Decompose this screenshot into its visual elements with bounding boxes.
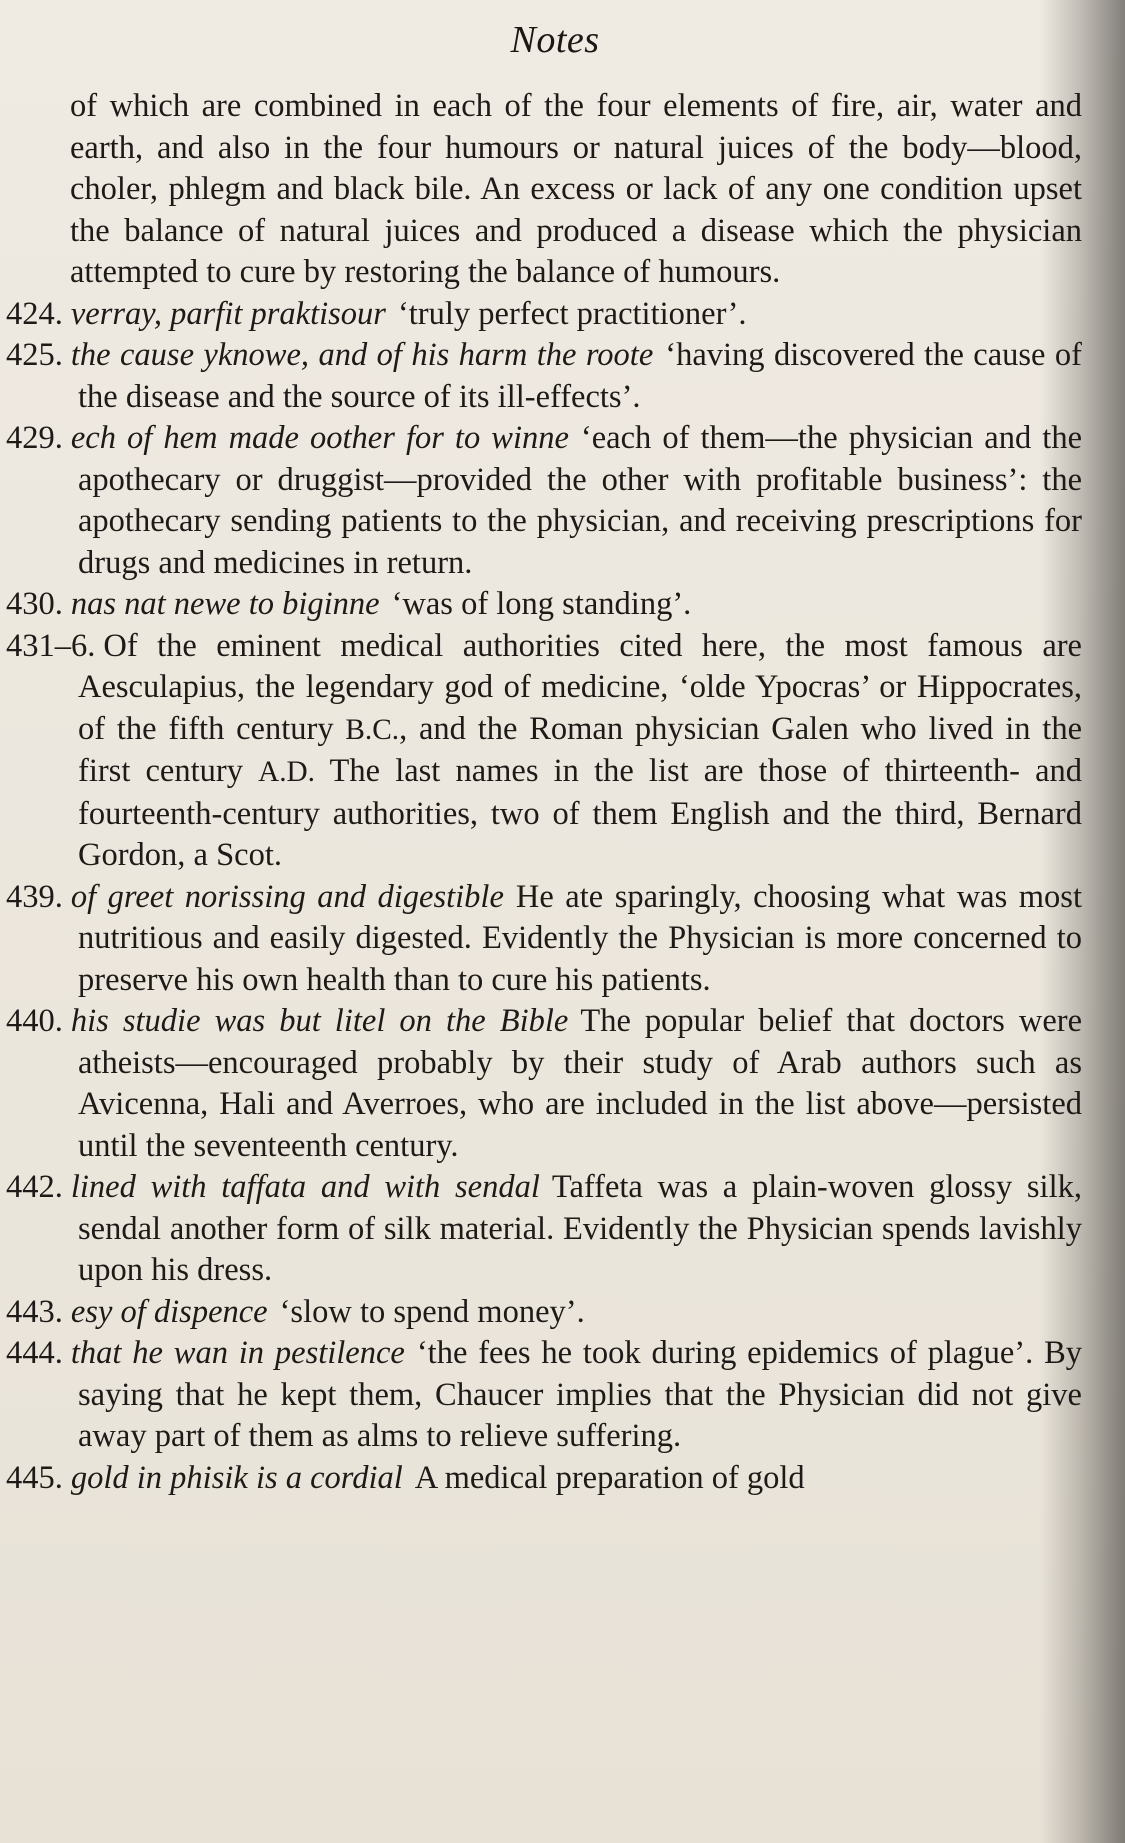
note-number: 429.: [6, 420, 63, 456]
note-gloss-part-a: Of the eminent medical authorities cited here, the most famous are Aesculapius, the legendary god of medicine, ‘olde Ypocras’ or Hippocrates, of the fifth century: [78, 627, 1082, 747]
note-lemma: the cause yknowe, and of his harm the roote: [70, 337, 654, 373]
note-lemma: nas nat newe to biginne: [70, 586, 380, 622]
note-number: 430.: [6, 586, 63, 622]
note-429: [6, 418, 1082, 584]
note-lemma: gold in phisik is a cordial: [70, 1459, 403, 1496]
note-number: 445.: [6, 1459, 63, 1496]
note-lemma: that he wan in pestilence: [70, 1335, 405, 1371]
note-gloss: Taffeta was a plain-woven glossy silk, sendal another form of silk material. Evidently the Physician spends lavishly upon his dress.: [78, 1169, 1082, 1288]
notes-body: [6, 86, 1083, 1499]
intro-paragraph: of which are combined in each of the four elements of fire, air, water and earth, and also in the four humours or natural juices of the body—blood, choler, phlegm and black bile. An excess or lack of any one condition upset the balance of natural juices and produced a disease which the physician attempted to cure by restoring the balance of humours.: [70, 88, 1082, 290]
note-number: 425.: [6, 337, 63, 373]
note-gloss: ‘was of long standing’.: [391, 586, 692, 622]
note-gloss: ‘slow to spend money’.: [279, 1293, 585, 1330]
note-440: [6, 1001, 1083, 1167]
note-gloss: ‘each of them—the physician and the apothecary or druggist—provided the other with profitable business’: the apothecary sending patients to the physician, and receiving prescriptions for drugs and medicines in return.: [78, 420, 1082, 581]
page-header: Notes: [510, 19, 600, 61]
note-number: 444.: [6, 1335, 63, 1371]
note-number: 443.: [6, 1293, 63, 1330]
note-430: [6, 584, 1082, 626]
note-number: 439.: [6, 878, 63, 915]
note-443: [6, 1292, 1082, 1334]
era-bc: B.C.: [345, 713, 400, 746]
note-gloss: ‘having discovered the cause of the disease and the source of its ill-effects’.: [78, 337, 1082, 415]
note-gloss: ‘truly perfect practitioner’.: [397, 295, 747, 332]
note-number: 431–6.: [6, 627, 96, 664]
note-number: 424.: [6, 295, 63, 332]
note-442: [6, 1167, 1082, 1292]
note-425: [6, 335, 1082, 418]
note-lemma: his studie was but litel on the Bible: [70, 1003, 569, 1039]
note-444: [6, 1333, 1082, 1458]
note-lemma: esy of dispence: [70, 1293, 268, 1330]
note-gloss: He ate sparingly, choosing what was most nutritious and easily digested. Evidently the Physician is more concerned to preserve his own health than to cure his patients.: [78, 878, 1082, 998]
note-gloss-part-c: The last names in the list are those of thirteenth- and fourteenth-century authorities, two of them English and the third, Bernard Gordon, a Scot.: [78, 753, 1083, 873]
era-ad: A.D.: [258, 756, 315, 788]
note-445: [6, 1458, 1082, 1500]
note-number: 440.: [6, 1003, 63, 1039]
note-431-6: [6, 626, 1083, 877]
note-lemma: verray, parfit praktisour: [70, 295, 386, 332]
note-number: 442.: [6, 1169, 63, 1205]
note-lemma: lined with taffata and with sendal: [70, 1169, 540, 1205]
note-lemma: ech of hem made oother for to winne: [70, 420, 569, 456]
note-gloss: ‘the fees he took during epidemics of plague’. By saying that he kept them, Chaucer implies that the Physician did not give away part of them as alms to relieve suffering.: [78, 1335, 1082, 1454]
note-lemma: of greet norissing and digestible: [70, 878, 504, 915]
note-439: [6, 877, 1082, 1002]
note-424: [6, 294, 1082, 336]
note-gloss-part-b: , and the Roman physician Galen who lived in the first century: [78, 710, 1083, 789]
note-gloss: The popular belief that doctors were atheists—encouraged probably by their study of Arab authors such as Avicenna, Hali and Averroes, who are included in the list above—persisted until the seventeenth century.: [78, 1003, 1083, 1164]
note-gloss: A medical preparation of gold: [414, 1459, 805, 1496]
